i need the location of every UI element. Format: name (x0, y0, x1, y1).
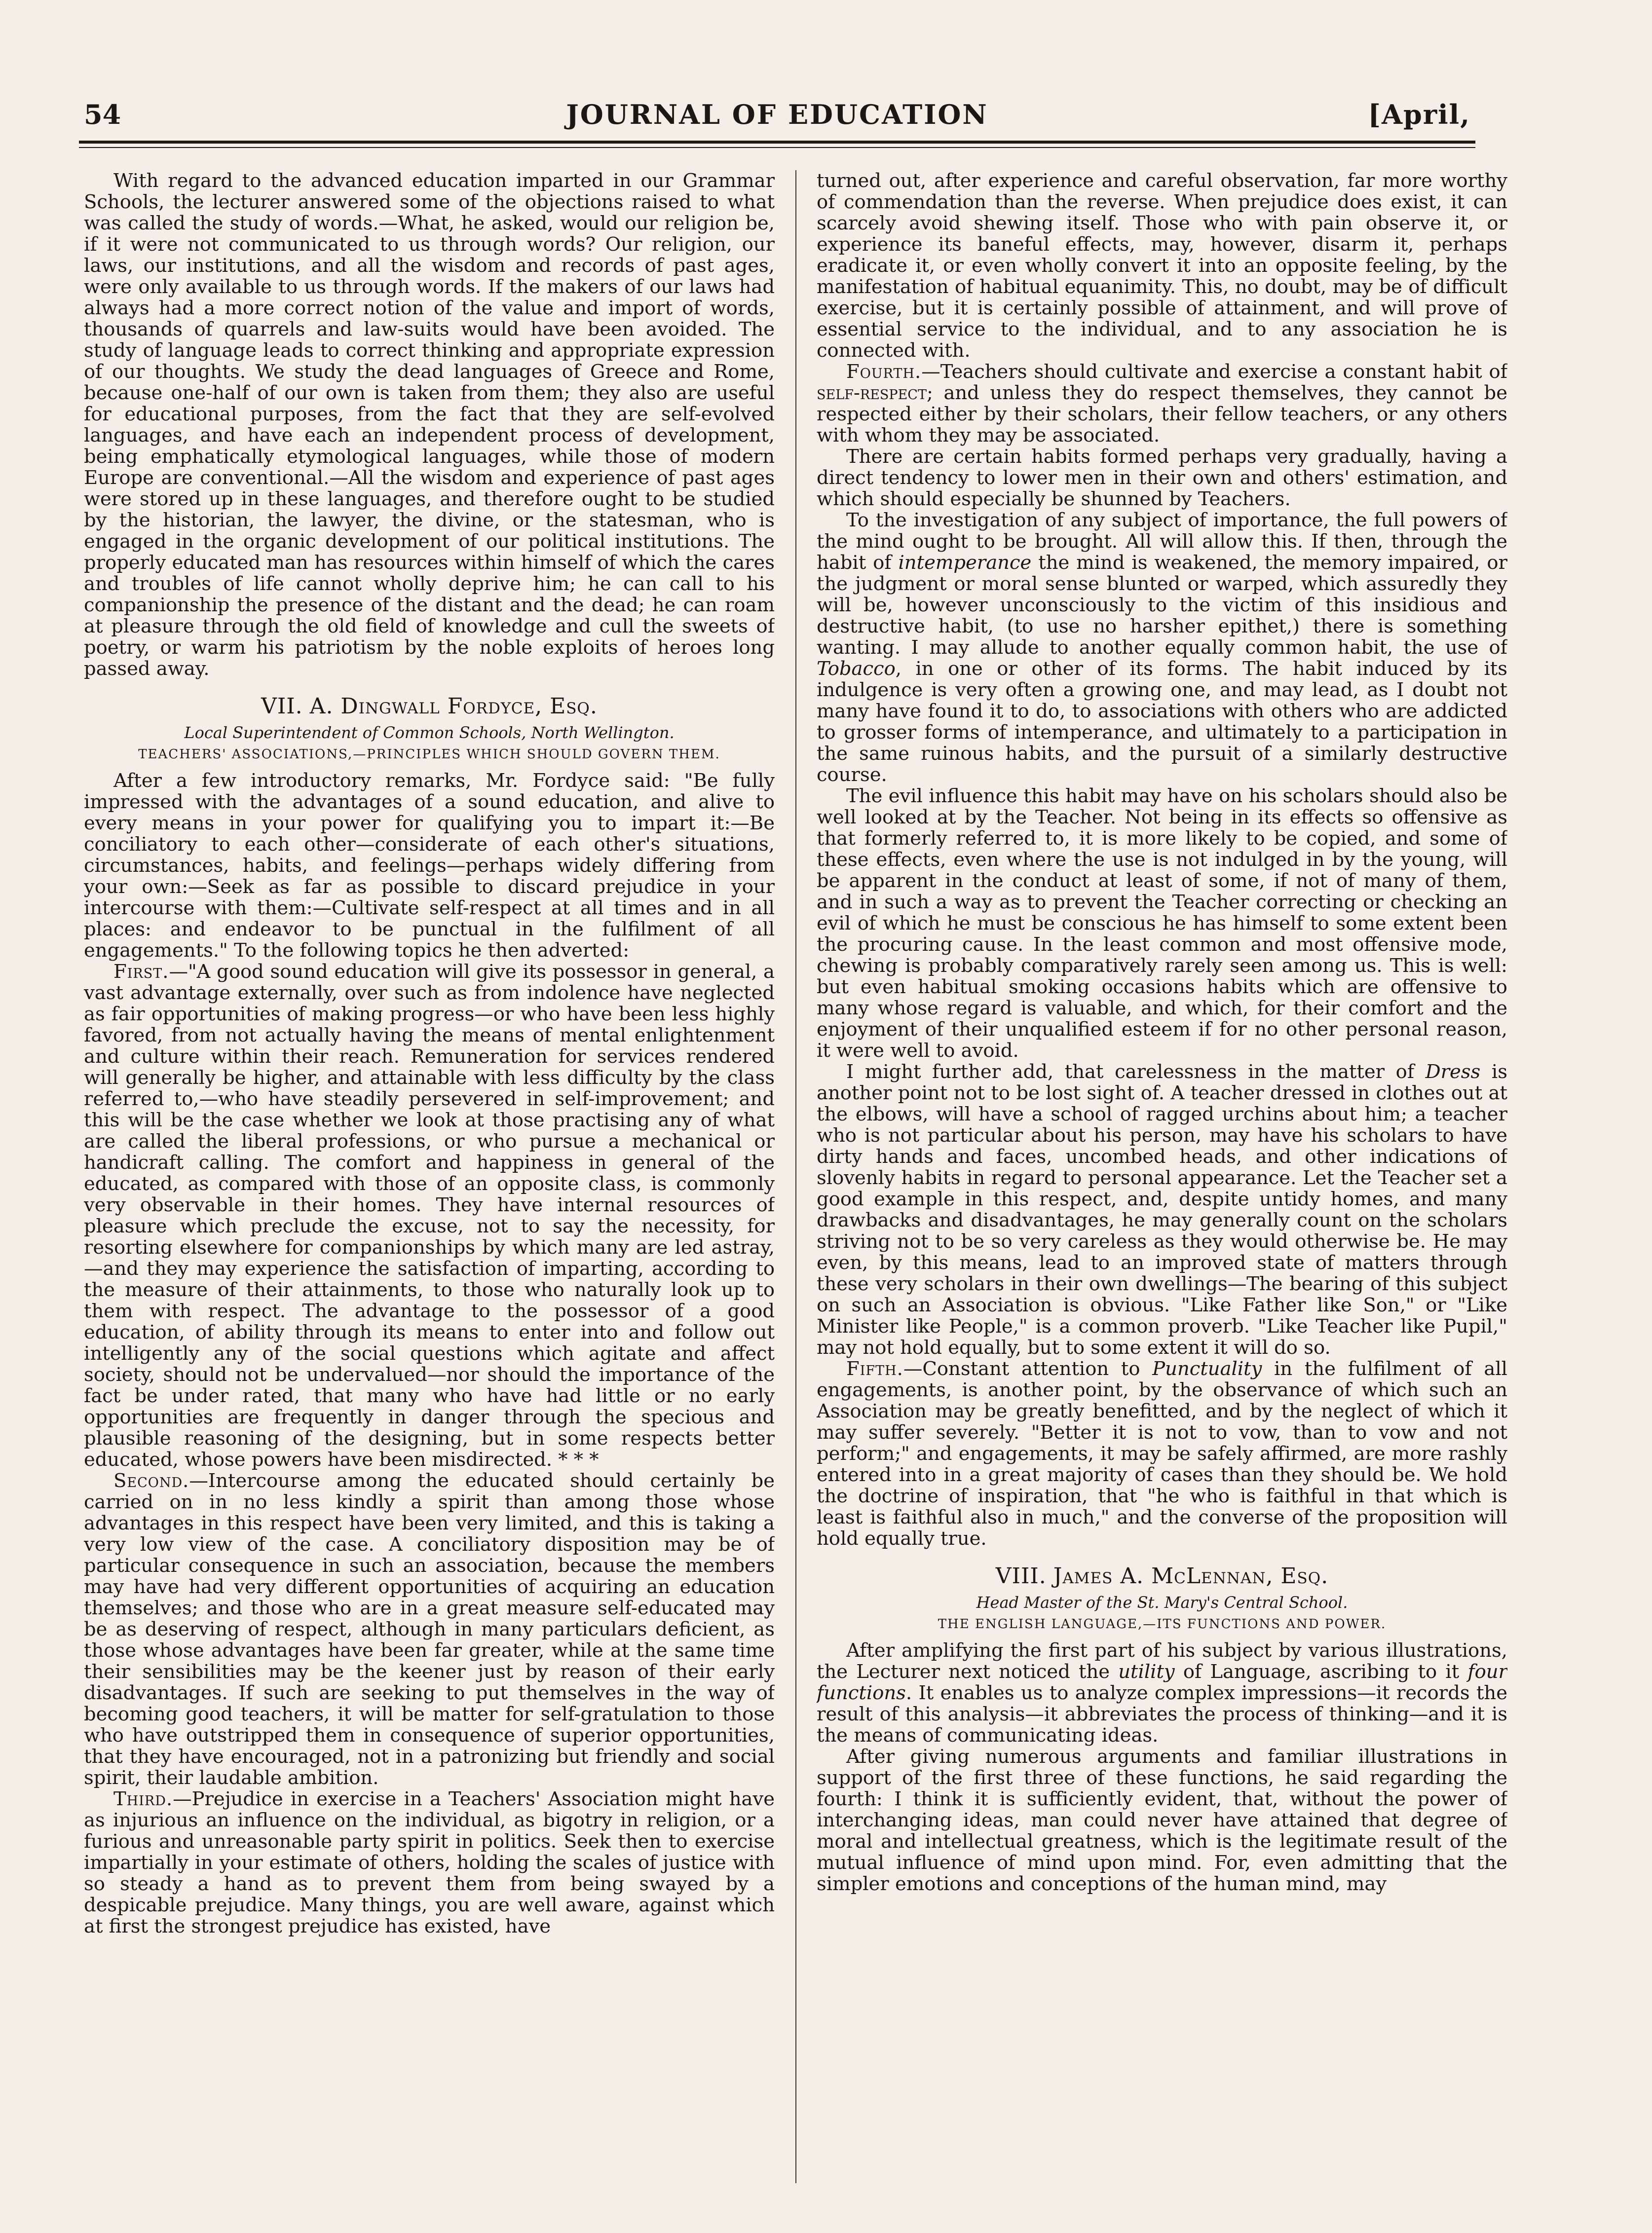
fourth-text-b: ; and unless they do respect themselves, they cannot be respected either by their scholars, their fellow teachers, or any others with whom they may be associated. (817, 382, 1507, 447)
section-number: VIII. (995, 1563, 1047, 1589)
section-number: VII. (261, 694, 303, 719)
four-functions-term: four functions (817, 1661, 1507, 1704)
column-divider (795, 170, 796, 2183)
fourth-lead: Fourth. (846, 361, 922, 383)
journal-title: JOURNAL OF EDUCATION (566, 99, 988, 130)
paragraph-fourth-function: After giving numerous arguments and familiar illustrations in support of the first three of these functions, he said regarding the fourth: I think it is sufficiently evident, that, without the power of interchanging ideas, man could never have attained that degree of moral and intellectual greatness, which is the legitimate result of the mutual influence of mind upon mind. For, even admitting that the simpler emotions and conceptions of the human mind, may (817, 1746, 1507, 1895)
left-column (84, 170, 775, 2193)
paragraph-grammar-schools: With regard to the advanced education imparted in our Grammar Schools, the lecturer answered some of the objections raised to what was called the study of words.—What, he asked, would our religion be, if it were not communicated to us through words? Our religion, our laws, our institutions, and all the wisdom and records of past ages, were only available to us through words. If the makers of our laws had always had a more correct notion of the value and import of words, thousands of quarrels and law-suits would have been avoided. The study of language leads to correct thinking and appropriate expression of our thoughts. We study the dead languages of Greece and Rome, because one-half of our own is taken from them; they also are useful for educational purposes, from the fact that they are self-evolved languages, and have each an independent process of development, being emphatically etymological languages, while those of modern Europe are conventional.—All the wisdom and experience of past ages were stored up in these languages, and therefore ought to be studied by the historian, the lawyer, the divine, or the statesman, who is engaged in the organic development of our political institutions. The properly educated man has resources within himself of which the cares and troubles of life cannot wholly deprive him; he can call to his companionship the presence of the distant and the dead; he can roam at pleasure through the old field of knowledge and cull the sweets of poetry, or warm his patriotism by the noble exploits of heroes long passed away. (84, 170, 775, 680)
paragraph-introductory: After a few introductory remarks, Mr. Fordyce said: "Be fully impressed with the advantages of a sound education, and alive to every means in your power for qualifying you to impart it:—Be conciliatory to each other—considerate of each other's situations, circumstances, habits, and feelings—perhaps widely differing from your own:—Seek as far as possible to discard prejudice in your intercourse with them:—Cultivate self-respect at all times and in all places: and endeavor to be punctual in the fulfilment of all engagements." To the following topics he then adverted: (84, 770, 775, 962)
dress-text-a: I might further add, that carelessness in the matter of (846, 1061, 1426, 1083)
paragraph-first (84, 961, 775, 1470)
header-rule-thin (79, 147, 1475, 148)
fifth-text-a: —Constant attention to (903, 1358, 1153, 1380)
self-respect-term: self-respect (817, 382, 927, 404)
paragraph-dress (817, 1061, 1507, 1358)
paragraph-fourth (817, 361, 1507, 446)
tobacco-term: Tobacco (817, 658, 896, 680)
second-lead: Second. (113, 1470, 189, 1492)
paragraph-habits: There are certain habits formed perhaps very gradually, having a direct tendency to lower men in their own and others' estimation, and which should especially be shunned by Teachers. (817, 446, 1507, 510)
second-text: —Intercourse among the educated should certainly be carried on in no less kindly a spirit than among those whose advantages in this respect have been very limited, and this is taking a very low view of the case. A conciliatory disposition may be of particular consequence in such an association, because the members may have had very different opportunities of acquiring an education themselves; and those who are in a great measure self-educated may be as deserving of respect, although in many particulars deficient, as those whose advantages have been far greater, while at the same time their sensibilities may be the keener just by reason of their early disadvantages. If such are seeking to put themselves in the way of becoming good teachers, it will be matter for self-gratulation to those who have outstripped them in consequence of superior opportunities, that they have encouraged, not in a patronizing but friendly and social spirit, their laudable ambition. (84, 1470, 775, 1789)
intemperance-term: intemperance (898, 552, 1032, 574)
dress-text-b: is another point not to be lost sight of. A teacher dressed in clothes out at the elbows, will have a school of ragged urchins about him; a teacher who is not particular about his person, may have his scholars to have dirty hands and faces, uncombed heads, and other indications of slovenly habits in regard to personal appearance. Let the Teacher set a good example in this respect, and, despite untidy homes, and many drawbacks and disadvantages, he may generally count on the scholars striving not to be so very careless as they would otherwise be. He may even, by this means, lead to an improved state of matters through these very scholars in their own dwellings—The bearing of this subject on such an Association is obvious. "Like Father like Son," or "Like Minister like People," is a common proverb. "Like Teacher like Pupil," may not hold equally, but to some extent it will do so. (817, 1061, 1507, 1359)
dress-term: Dress (1425, 1061, 1481, 1083)
punctuality-term: Punctuality (1152, 1358, 1262, 1380)
amplify-text-a: After amplifying the first part of his subject by various illustrations, the Lecturer next noticed the (817, 1639, 1507, 1683)
paragraph-third (84, 1788, 775, 1937)
fifth-lead: Fifth. (846, 1358, 903, 1380)
fourth-text-a: —Teachers should cultivate and exercise a constant habit of (921, 361, 1507, 383)
fifth-text-b: in the fulfilment of all engagements, is another point, by the observance of which such an Association may be greatly benefitted, and by the neglect of which it may suffer severely. "Better it is not to vow, than to vow and not perform;" and engagements, it may be safely affirmed, are more rashly entered into in a great majority of cases than they should be. We hold the doctrine of inspiration, that "he who is faithful in that which is least is faithful also in much," and the converse of the proposition will hold equally true. (817, 1358, 1507, 1550)
section-speaker: James A. McLennan, Esq. (1053, 1563, 1329, 1589)
third-text: —Prejudice in exercise in a Teachers' Association might have as injurious an influence on the individual, as bigotry in religion, or a furious and unreasonable party spirit in politics. Seek then to exercise impartially in your estimate of others, holding the scales of justice with so steady a hand as to prevent them from being swayed by a despicable prejudice. Many things, you are well aware, against which at first the strongest prejudice has existed, have (84, 1788, 775, 1937)
invest-text-a: To the investigation of any subject of importance, the full powers of the mind ought to be brought. All will allow this. If then, through the habit of (817, 509, 1507, 574)
paragraph-evil-influence: The evil influence this habit may have on his scholars should also be well looked at by the Teacher. Not being in its effects so offensive as that formerly referred to, it is more likely to be copied, and some of these effects, even where the use is not indulged in by the young, will be apparent in the conduct at least of some, if not of many of them, and in such a way as to prevent the Teacher correcting or checking an evil of which he must be conscious he has himself to some extent been the procuring cause. In the least common and most offensive mode, chewing is probably comparatively rarely seen among us. This is well: but even habitual smoking occasions habits which are offensive to many whose regard is valuable, and which, for their comfort and the enjoyment of their unqualified esteem if for no other personal reason, it were well to avoid. (817, 785, 1507, 1062)
section-subtitle: Head Master of the St. Mary's Central School. (976, 1593, 1348, 1612)
page-header (84, 99, 1470, 138)
header-rule (79, 141, 1475, 144)
section-speaker: A. Dingwall Fordyce, Esq. (309, 694, 598, 719)
first-text: —"A good sound education will give its possessor in general, a vast advantage externally, over such as from indolence have neglected as fair opportunities of making progress—or who have been less highly favored, from not actually having the means of mental enlightenment and culture within their reach. Remuneration for services rendered will generally be higher, and attainable with less difficulty by the class referred to,—who have steadily persevered in self-improvement; and this will be the case whether we look at those practising any of what are called the liberal professions, or who pursue a mechanical or handicraft calling. The comfort and happiness in general of the educated, as compared with those of an opposite class, is commonly very observable in their homes. They have internal resources of pleasure which preclude the excuse, not to say the necessity, for resorting elsewhere for companionships by which many are led astray,—and they may experience the satisfaction of imparting, according to the measure of their attainments, to those who naturally look up to them with respect. The advantage to the possessor of a good education, of ability through its means to enter into and follow out intelligently any of the social questions which agitate and affect society, should not be undervalued—nor should the importance of the fact be under rated, that many who have had little or no early opportunities are frequently in danger through the specious and plausible reasoning of the designing, but in some respects better educated, whose powers have been misdirected. * * * (84, 961, 775, 1471)
paragraph-amplifying (817, 1640, 1507, 1746)
paragraph-investigation (817, 510, 1507, 785)
section-subtitle: Local Superintendent of Common Schools, North Wellington. (184, 723, 675, 742)
invest-text-b: the mind is weakened, the memory impaired, or the judgment or moral sense blunted or warped, which assuredly they will be, however unconsciously to the victim of this insidious and destructive habit, (to use no harsher epithet,) there is something wanting. I may allude to another equally common habit, the use of (817, 552, 1507, 659)
section-heading-vii (84, 693, 775, 720)
amplify-text-c: . It enables us to analyze complex impressions—it records the result of this analysis—it abbreviates the process of thinking—and it is the means of communicating ideas. (817, 1682, 1507, 1747)
utility-term: utility (1118, 1661, 1175, 1683)
paragraph-second (84, 1470, 775, 1788)
issue-month: [April, (1368, 99, 1470, 130)
first-lead: First. (113, 961, 169, 983)
section-topic: THE ENGLISH LANGUAGE,—ITS FUNCTIONS AND POWER. (938, 1617, 1387, 1632)
invest-text-c: , in one or other of its forms. The habit induced by its indulgence is very often a growing one, and may lead, as I doubt not many have found it to do, to associations with others who are addicted to grosser forms of intemperance, and ultimately to a participation in the same ruinous habits, and the pursuit of a similarly destructive course. (817, 658, 1507, 786)
paragraph-fifth (817, 1358, 1507, 1549)
section-topic: TEACHERS' ASSOCIATIONS,—PRINCIPLES WHICH SHOULD GOVERN THEM. (138, 747, 720, 762)
paragraph-continued: turned out, after experience and careful observation, far more worthy of commendation than the reverse. When prejudice does exist, it can scarcely avoid shewing itself. Those who with pain observe it, or experience its baneful effects, may, however, disarm it, perhaps eradicate it, or even wholly convert it into an opposite feeling, by the manifestation of habitual equanimity. This, no doubt, may be of difficult exercise, but it is certainly possible of attainment, and will prove of essential service to the individual, and to any association he is connected with. (817, 170, 1507, 362)
page-number: 54 (84, 99, 121, 130)
right-column (817, 170, 1507, 2193)
amplify-text-b: of Language, ascribing to it (1174, 1661, 1468, 1683)
section-heading-viii (817, 1563, 1507, 1590)
third-lead: Third. (113, 1788, 173, 1810)
